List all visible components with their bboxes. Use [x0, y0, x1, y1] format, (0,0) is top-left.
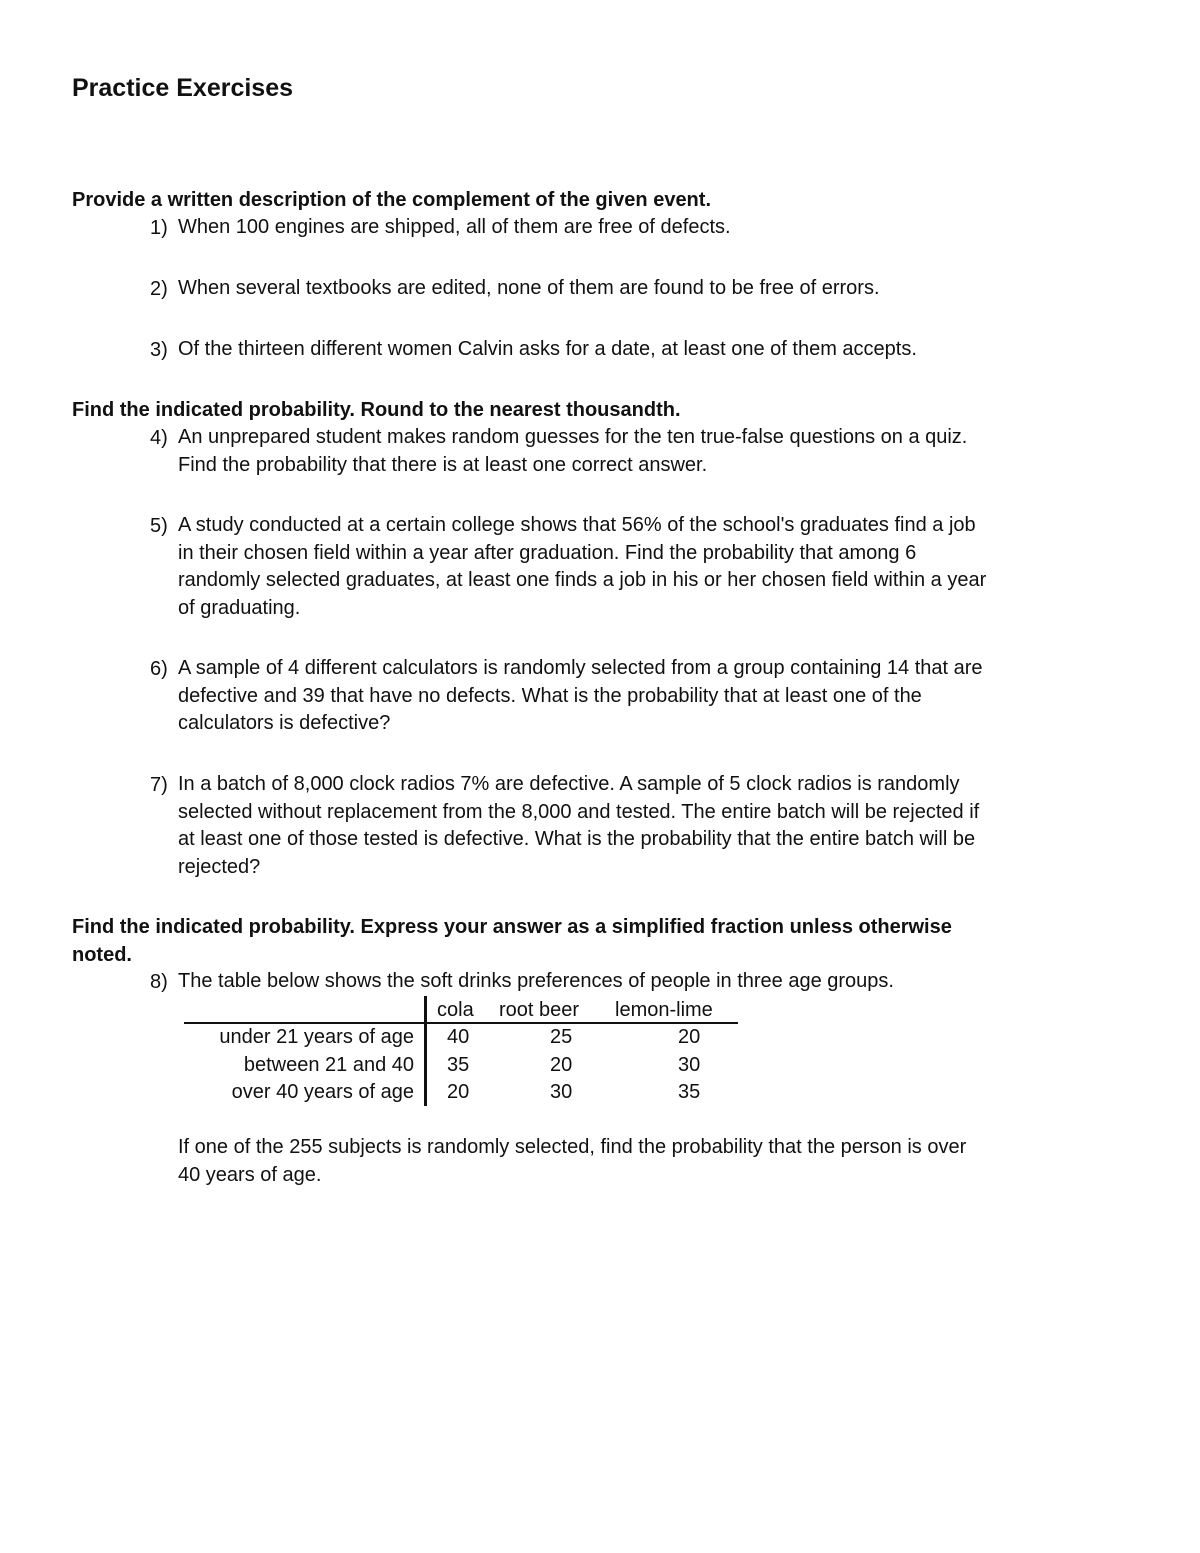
question-8-followup-line: 40 years of age.	[178, 1163, 322, 1186]
table-cell: 35	[447, 1054, 470, 1076]
question-text-3	[178, 336, 917, 364]
table-cell: 35	[678, 1081, 701, 1103]
page-title: Practice Exercises	[72, 74, 294, 102]
question-5-line: in their chosen field within a year after graduation. Find the probability that among 6	[178, 541, 917, 564]
column-header-root-beer: root beer	[499, 999, 580, 1021]
question-text-6	[178, 655, 983, 738]
question-text-5	[178, 512, 986, 622]
question-number-5: 5)	[150, 515, 168, 537]
question-5-line: of graduating.	[178, 596, 301, 619]
column-header-lemon-lime: lemon-lime	[615, 999, 713, 1021]
question-7-line: rejected?	[178, 855, 261, 878]
question-5-line: randomly selected graduates, at least one finds a job in his or her chosen field within a year	[178, 569, 987, 591]
table-cell: 30	[550, 1081, 573, 1103]
question-7-line: selected without replacement from the 8,000 and tested. The entire batch will be rejected if	[178, 800, 980, 823]
question-6-line: defective and 39 that have no defects. What is the probability that at least one of the	[178, 684, 922, 707]
question-7-line: at least one of those tested is defective. What is the probability that the entire batch will be	[178, 828, 976, 850]
table-vertical-rule	[424, 996, 427, 1106]
section-heading-round: Find the indicated probability. Round to the nearest thousandth.	[72, 399, 681, 421]
question-text-1	[178, 214, 731, 242]
question-text-8	[178, 968, 894, 996]
table-cell: 30	[678, 1054, 701, 1076]
question-3-line: Of the thirteen different women Calvin asks for a date, at least one of them accepts.	[178, 338, 917, 360]
question-text-2	[178, 275, 880, 303]
question-6-line: calculators is defective?	[178, 712, 391, 734]
column-header-cola: cola	[437, 999, 474, 1021]
row-label-under-21: under 21 years of age	[219, 1026, 414, 1048]
table-cell: 20	[678, 1026, 701, 1048]
section-heading-complement: Provide a written description of the complement of the given event.	[72, 189, 711, 211]
question-8-line: The table below shows the soft drinks preferences of people in three age groups.	[178, 970, 894, 992]
question-text-7	[178, 771, 979, 881]
question-8-followup	[178, 1134, 966, 1189]
question-number-3: 3)	[150, 339, 168, 361]
question-1-line: When 100 engines are shipped, all of them are free of defects.	[178, 216, 731, 238]
section-heading-fraction	[72, 913, 952, 969]
table-cell: 20	[550, 1054, 573, 1076]
question-number-8: 8)	[150, 971, 168, 993]
question-7-line: In a batch of 8,000 clock radios 7% are defective. A sample of 5 clock radios is randomly	[178, 773, 960, 795]
question-number-4: 4)	[150, 427, 168, 449]
table-cell: 25	[550, 1026, 573, 1048]
question-2-line: When several textbooks are edited, none of them are found to be free of errors.	[178, 277, 880, 299]
question-8-followup-line: If one of the 255 subjects is randomly selected, find the probability that the person is over	[178, 1136, 967, 1158]
table-cell: 20	[447, 1081, 470, 1103]
question-text-4	[178, 424, 967, 479]
question-4-line: An unprepared student makes random guesses for the ten true-false questions on a quiz.	[178, 426, 968, 448]
question-4-line: Find the probability that there is at least one correct answer.	[178, 453, 708, 476]
question-5-line: A study conducted at a certain college shows that 56% of the school's graduates find a job	[178, 514, 976, 536]
question-number-2: 2)	[150, 278, 168, 300]
section-heading-line: Find the indicated probability. Express your answer as a simplified fraction unless otherwise	[72, 916, 952, 938]
question-number-6: 6)	[150, 658, 168, 680]
question-number-7: 7)	[150, 774, 168, 796]
section-heading-line: noted.	[72, 944, 132, 966]
question-6-line: A sample of 4 different calculators is randomly selected from a group containing 14 that are	[178, 657, 983, 679]
question-number-1: 1)	[150, 217, 168, 239]
row-label-between-21-40: between 21 and 40	[243, 1054, 414, 1076]
row-label-over-40: over 40 years of age	[231, 1081, 414, 1103]
table-cell: 40	[447, 1026, 470, 1048]
